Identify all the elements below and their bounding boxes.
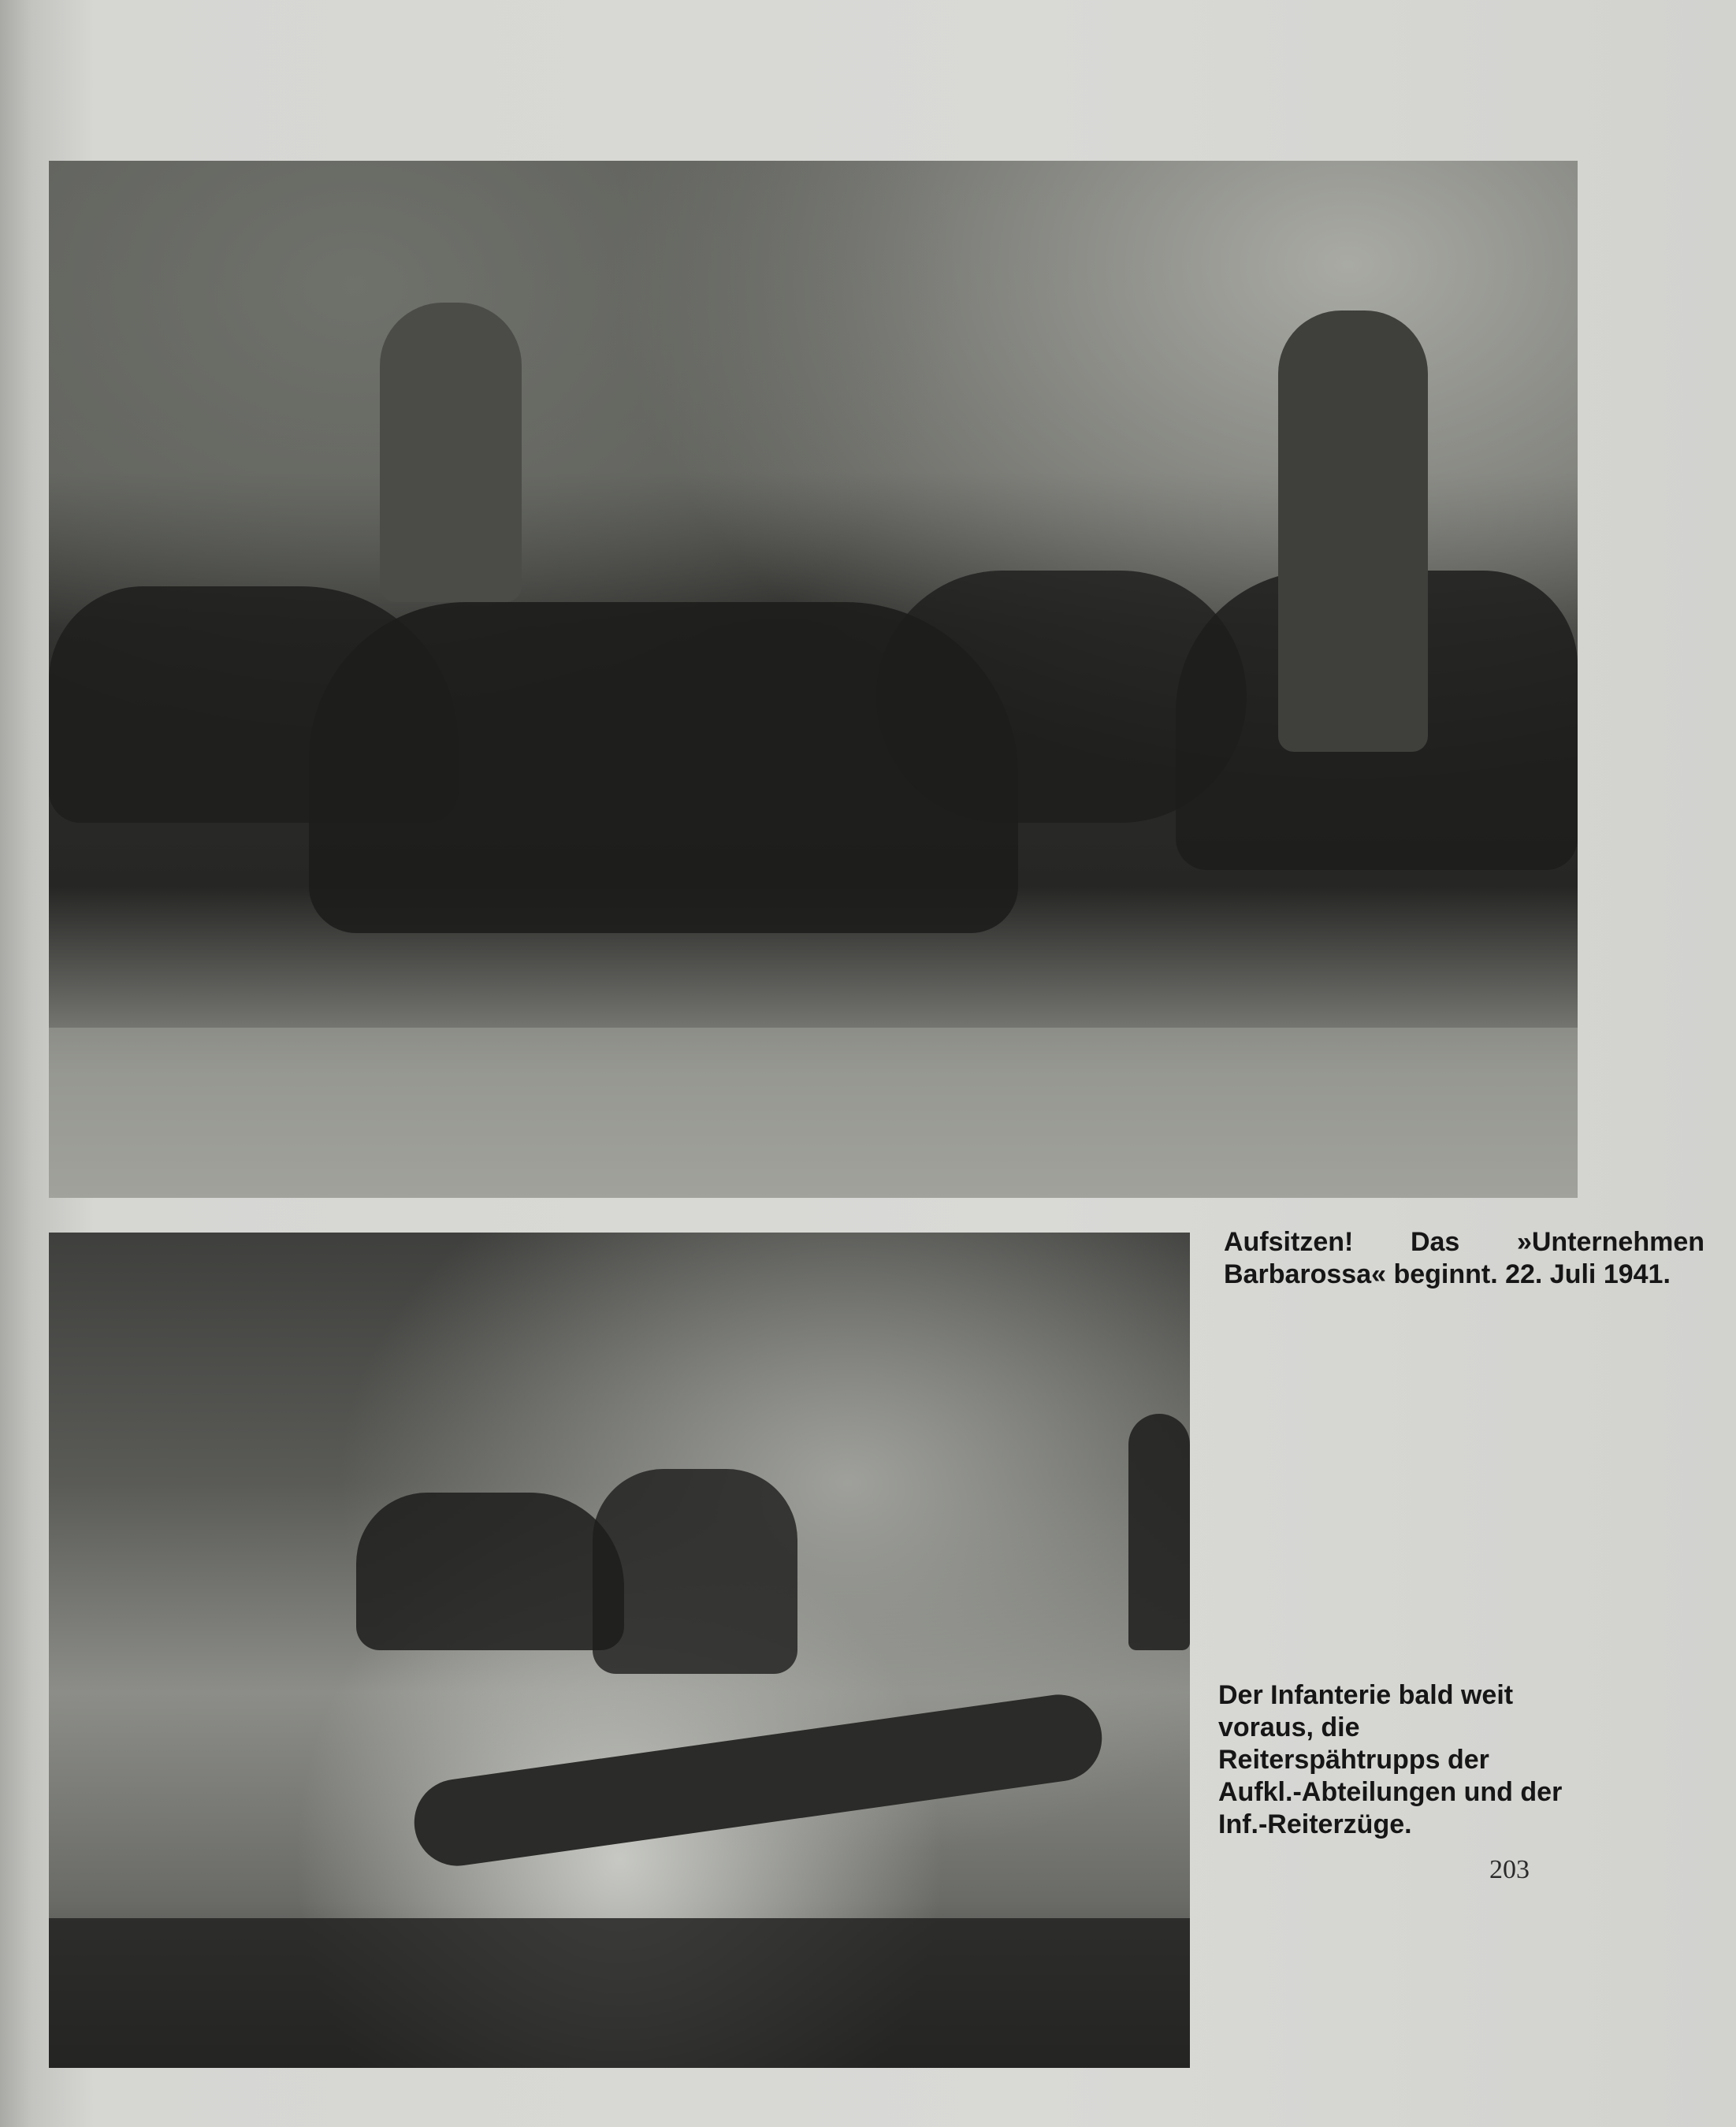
top-photo-caption: Aufsitzen! Das »Unternehmen Barbarossa« beginnt. 22. Juli 1941. bbox=[1224, 1227, 1704, 1289]
foreground-debris bbox=[49, 1918, 1190, 2068]
photo-cavalry-patrol-smoke bbox=[49, 1233, 1190, 2068]
grass-ground bbox=[49, 1028, 1578, 1198]
bottom-photo-caption: Der Infanterie bald weit voraus, die Reiterspähtrupps der Aufkl.-Abteilungen und der Inf.-Reiterzüge. bbox=[1218, 1680, 1563, 1839]
photo-cavalry-mounting bbox=[49, 161, 1578, 1198]
soldier-silhouette bbox=[1278, 310, 1428, 752]
rider-silhouette bbox=[593, 1469, 797, 1674]
page-number: 203 bbox=[1489, 1855, 1530, 1884]
soldier-silhouette bbox=[1128, 1414, 1190, 1650]
horse-silhouette bbox=[356, 1493, 624, 1650]
burning-log bbox=[409, 1689, 1108, 1871]
soldier-silhouette bbox=[380, 303, 522, 602]
